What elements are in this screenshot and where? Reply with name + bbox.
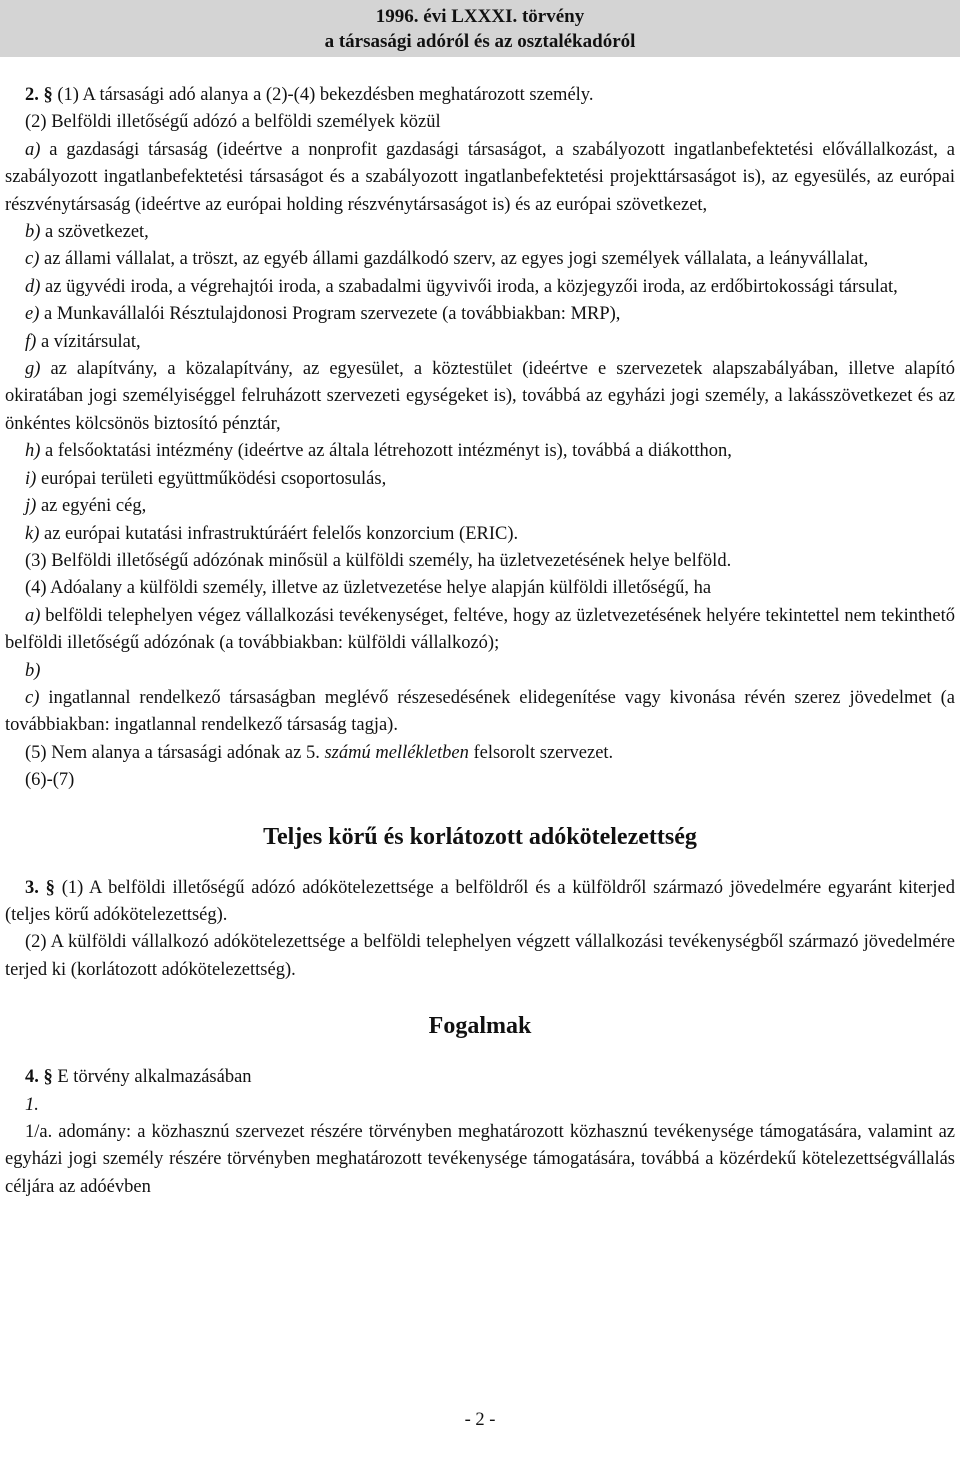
sec2-p4: (4) Adóalany a külföldi személy, illetve az üzletvezetése helye alapján külföldi illetőségű, ha [25,578,712,599]
sec2-item-g [5,356,955,438]
item-text: a vízitársulat, [40,331,141,352]
item-text: az ügyvédi iroda, a végrehajtói iroda, a szabadalmi ügyvivői iroda, a közjegyzői iroda, az erdőbirtokossági társulat, [45,276,898,297]
item-text: a gazdasági társaság (ideértve a nonprofit gazdasági társaságot, a szabályozott ingatlanbefektetési elővállalkozást, a szabályozott ingatlanbefektetési társaságot és a szabályozott ingatlanbefektetési projekttársaságot is), az egyesülés, az európai részvénytársaság (ideértve az európai holding részvénytársaságot is) és az európai szövetkezet, [5,139,955,215]
item-label: a) [25,139,41,160]
item-label: g) [25,359,41,380]
sec2-p4-item-b [5,658,955,685]
sec4-item-1: 1. [25,1094,39,1115]
item-label: j) [25,496,37,517]
header-law-subtitle: a társasági adóról és az osztalékadóról [324,31,636,52]
document-body [5,82,955,1201]
sec2-item-a [5,137,955,219]
sec2-item-j [5,493,955,520]
heading-tax-liability: Teljes körű és korlátozott adókötelezettség [263,823,697,850]
sec2-p4-item-c [5,685,955,740]
sec2-p2: (2) Belföldi illetőségű adózó a belföldi személyek közül [25,112,441,133]
item-label: c) [25,687,40,708]
sec2-p4-item-a [5,603,955,658]
sec2-p5 [5,740,955,767]
item-label: k) [25,523,40,544]
item-label: e) [25,304,40,325]
paragraph-text: (1) A társasági adó alanya a (2)-(4) bekezdésben meghatározott személy. [57,85,594,105]
item-text: ingatlannal rendelkező társaságban meglévő részesedésének elidegenítése vagy kivonása révén szerez jövedelmet (a továbbiakban: ingatlannal rendelkező társaság tagja). [5,687,956,736]
sec3-p1 [5,875,955,930]
sec2-p3: (3) Belföldi illetőségű adózónak minősül a külföldi személy, ha üzletvezetésének helye belföld. [25,550,732,571]
sec2-item-d [5,274,955,301]
item-label: a) [25,605,41,626]
paragraph-text: (5) Nem alanya a társasági adónak az 5. [25,742,320,763]
item-label: f) [25,331,37,352]
item-text: európai területi együttműködési csoportosulás, [40,468,387,489]
header-law-title: 1996. évi LXXXI. törvény [375,6,585,27]
sec2-item-f [5,329,955,356]
item-label: i) [25,468,37,489]
heading-definitions: Fogalmak [428,1013,532,1040]
paragraph-text: (1) A belföldi illetőségű adózó adókötelezettsége a belföldről és a külföldről származó jövedelmére egyaránt kiterjed (teljes körű adókötelezettség). [5,877,956,925]
item-label: c) [25,249,40,270]
sec2-p67: (6)-(7) [25,770,75,791]
sec2-item-k [5,521,955,548]
page-header [0,0,960,57]
paragraph-sign: § [43,1067,53,1088]
section-number: 3. [25,877,39,898]
paragraph-text: felsorolt szervezet. [473,742,614,763]
sec2-item-h [5,438,955,465]
item-label: b) [25,660,41,681]
sec4-item-1a: 1/a. adomány: a közhasznú szervezet részére törvényben meghatározott közhasznú tevékenysége támogatására, valamint az egyházi jogi személy részére törvényben meghatározott tevékenysége támogatására, továbbá a közérdekű kötelezettségvállalás céljára az adóévben [5,1122,955,1197]
paragraph-sign: § [43,85,53,105]
paragraph-text: E törvény alkalmazásában [57,1067,252,1088]
sec2-item-i [5,466,955,493]
sec2-item-c [5,246,955,273]
item-text: az állami vállalat, a tröszt, az egyéb állami gazdálkodó szerv, az egyes jogi személyek vállalata, a leányvállalat, [44,249,869,270]
item-text: az európai kutatási infrastruktúráért felelős konzorcium (ERIC). [44,523,519,544]
section-number: 2. [25,85,39,105]
sec2-item-e [5,301,955,328]
page-number: - 2 - [464,1410,496,1430]
item-text: a szövetkezet, [45,222,149,243]
item-text: a felsőoktatási intézmény (ideértve az általa létrehozott intézményt is), továbbá a diákotthon, [45,441,732,462]
item-label: d) [25,276,41,297]
item-text: az egyéni cég, [40,496,147,517]
item-text: belföldi telephelyen végez vállalkozási tevékenységet, feltéve, hogy az üzletvezetésének helyére tekintettel nem tekinthető belföldi illetőségű adózónak (a továbbiakban: külföldi vállalkozó); [5,605,955,654]
item-label: b) [25,222,41,243]
item-label: h) [25,441,41,462]
item-text: az alapítvány, a közalapítvány, az egyesület, a köztestület (ideértve e szervezetek alapszabályában, illetve alapító okiratában jogi személyiséggel felruházott szervezeti egységeket is), továbbá az egyházi jogi személy, a lakásszövetkezet és az önkéntes kölcsönös biztosító pénztár, [5,359,955,434]
sec3-p2: (2) A külföldi vállalkozó adókötelezettsége a belföldi telephelyen végzett vállalkozási tevékenységből származó jövedelmére terjed ki (korlátozott adókötelezettség). [5,932,955,980]
sec2-p1 [5,82,955,109]
section-number: 4. [25,1067,39,1088]
sec4-p0 [5,1064,955,1091]
paragraph-sign: § [45,877,55,898]
sec2-item-b [5,219,955,246]
item-text: a Munkavállalói Résztulajdonosi Program szervezete (a továbbiakban: MRP), [44,304,621,325]
annex-reference: számú mellékletben [324,742,469,763]
